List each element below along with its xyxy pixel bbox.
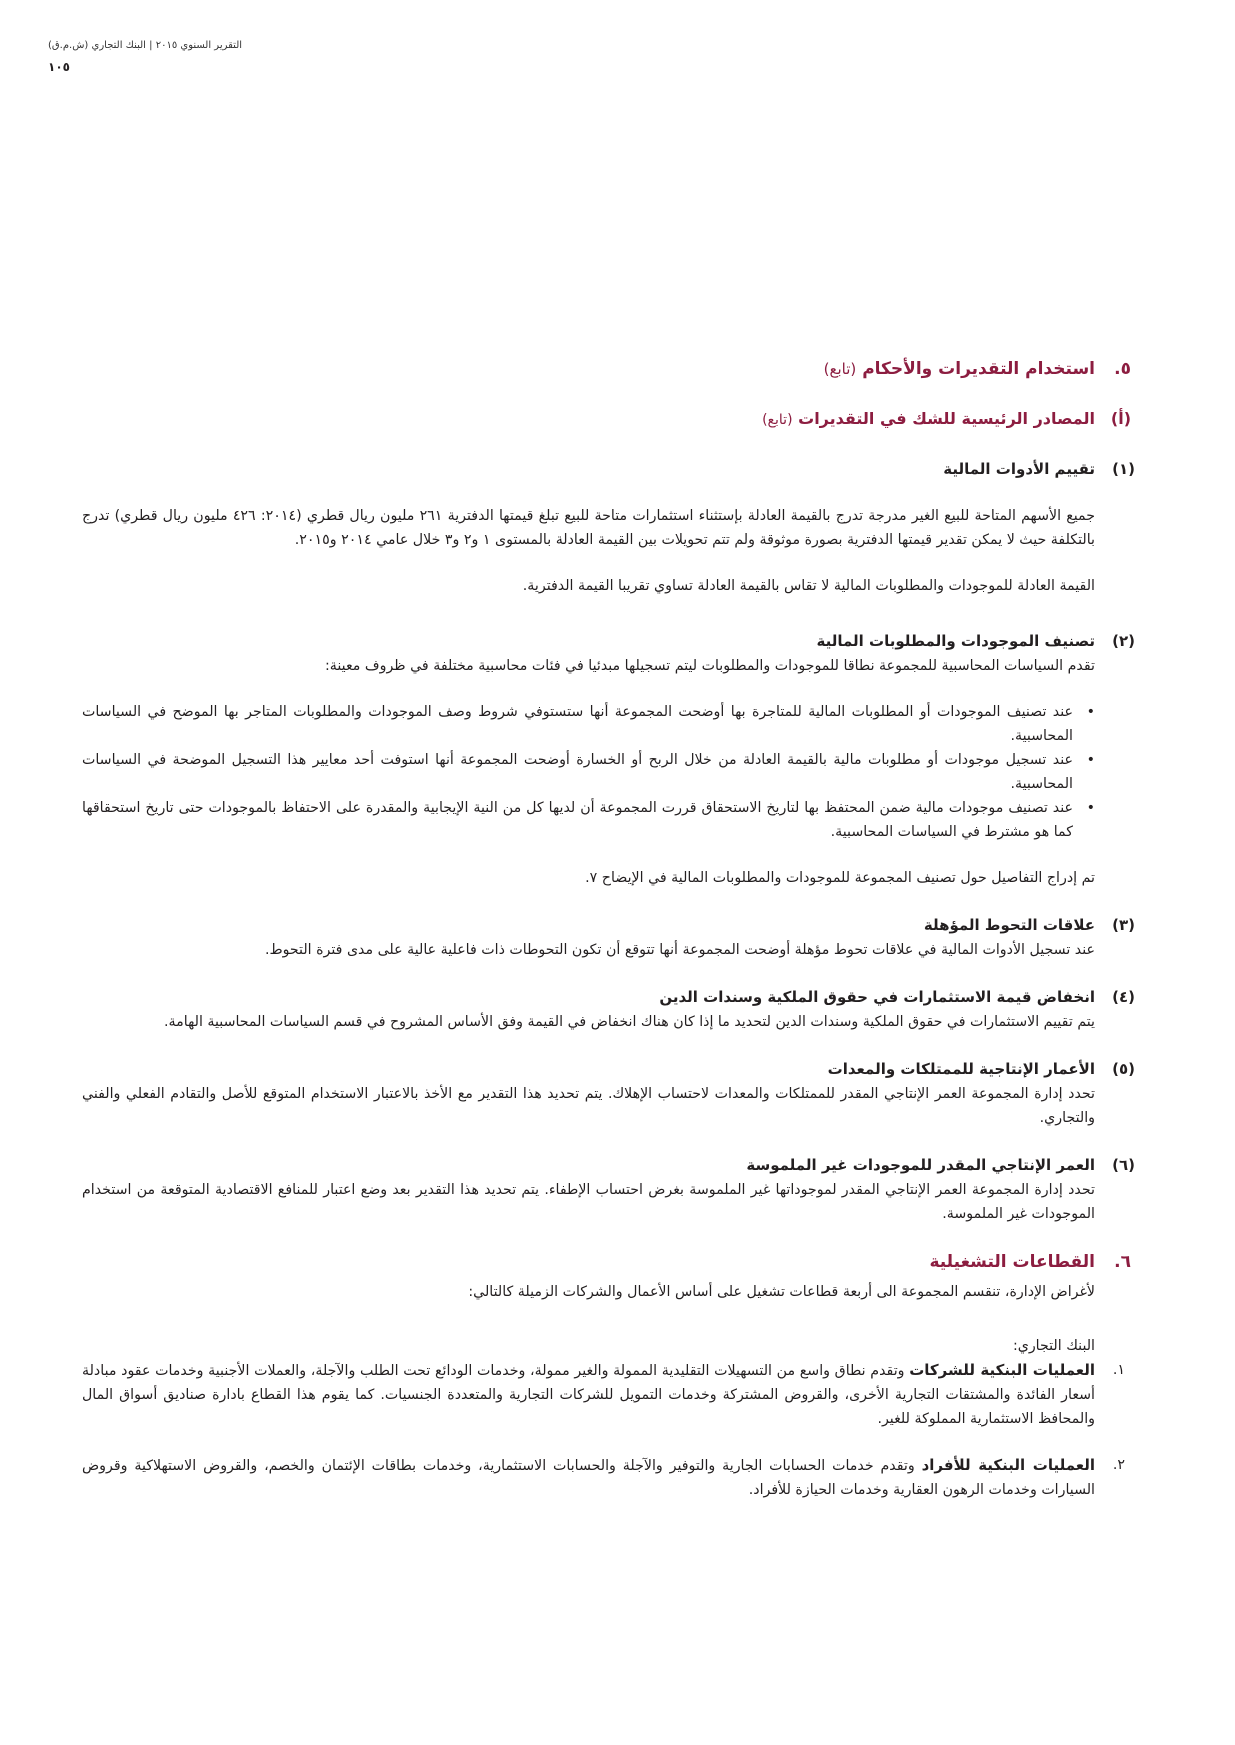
- item-3-heading: [82, 912, 1135, 938]
- item-number: (١): [1112, 460, 1135, 478]
- paragraph: يتم تقييم الاستثمارات في حقوق الملكية وسندات الدين لتحديد ما إذا كان هناك انخفاض في القيمة وفق الأساس المشروح في قسم السياسات المحاسبية الهامة.: [164, 1014, 1095, 1030]
- paragraph: عند تسجيل الأدوات المالية في علاقات تحوط مؤهلة أوضحت المجموعة أنها تتوقع أن تكون التحوطات ذات فاعلية عالية على مدى فترة التحوط.: [264, 942, 1095, 958]
- item-title: الأعمار الإنتاجية للممتلكات والمعدات: [827, 1060, 1095, 1078]
- item-6-heading: [82, 1152, 1135, 1178]
- item-number: (٢): [1112, 632, 1135, 650]
- section-6-heading: [82, 1248, 1131, 1276]
- subsection-a-heading: [82, 405, 1131, 434]
- segment-description: وتقدم نطاق واسع من التسهيلات التقليدية الممولة والغير ممولة، وخدمات الودائع تحت الطلب والآجلة، والعملات الأجنبية وخدمات عقود مبادلة أسعار الفائدة والمشتقات التجارية الأخرى، والقروض المشتركة وخدمات التمويل للشركات التجارية والمتعددة الجنسيات. كما يقوم هذا القطاع بادارة صناديق أسواق المال والمحافظ الاستثمارية المملوكة للغير.: [82, 1363, 1095, 1427]
- list-item: [82, 1358, 1125, 1431]
- page-header: [48, 33, 348, 74]
- section-number: ٦.: [1114, 1252, 1131, 1272]
- list-number: ١.: [1112, 1362, 1125, 1378]
- subsection-title: المصادر الرئيسية للشك في التقديرات: [798, 409, 1095, 428]
- paragraph: تحدد إدارة المجموعة العمر الإنتاجي المقدر لموجوداتها غير الملموسة بغرض احتساب الإطفاء. يتم تحديد هذا التقدير بعد وضع اعتبار للمنافع الاقتصادية المتوقعة من استخدام الموجودات غير الملموسة.: [82, 1182, 1095, 1222]
- subsection-number: (أ): [1110, 409, 1131, 428]
- item-1-heading: [82, 456, 1135, 482]
- section-number: ٥.: [1114, 359, 1131, 379]
- paragraph: تحدد إدارة المجموعة العمر الإنتاجي المقدر للممتلكات والمعدات لاحتساب الإهلاك. يتم تحديد هذا التقدير مع الأخذ بالاعتبار الاستخدام المتوقع للأصل والتقادم الفعلي والفني والتجاري.: [82, 1086, 1095, 1126]
- document-body: [82, 355, 1135, 1502]
- numbered-list: [82, 1358, 1125, 1502]
- section-5-heading: [82, 355, 1131, 383]
- report-header-line: التقرير السنوي ٢٠١٥ | البنك التجاري (ش.م.ق): [48, 40, 243, 51]
- paragraph: القيمة العادلة للموجودات والمطلوبات المالية لا تقاس بالقيمة العادلة تساوي تقريبا القيمة الدفترية.: [522, 578, 1095, 594]
- list-number: ٢.: [1112, 1457, 1125, 1473]
- item-number: (٤): [1112, 988, 1135, 1006]
- item-2-heading: [82, 628, 1135, 654]
- item-number: (٦): [1112, 1156, 1135, 1174]
- item-title: انخفاض قيمة الاستثمارات في حقوق الملكية وسندات الدين: [659, 988, 1095, 1006]
- item-4-heading: [82, 984, 1135, 1010]
- item-number: (٣): [1112, 916, 1135, 934]
- item-number: (٥): [1112, 1060, 1135, 1078]
- item-title: تصنيف الموجودات والمطلوبات المالية: [816, 632, 1095, 650]
- page-number: ١٠٥: [48, 60, 70, 74]
- segment-name: العمليات البنكية للشركات: [909, 1361, 1095, 1379]
- item-5-heading: [82, 1056, 1135, 1082]
- item-title: علاقات التحوط المؤهلة: [923, 916, 1095, 934]
- item-title: تقييم الأدوات المالية: [943, 460, 1095, 478]
- segment-name: العمليات البنكية للأفراد: [921, 1456, 1095, 1474]
- paragraph: تم إدراج التفاصيل حول تصنيف المجموعة للموجودات والمطلوبات المالية في الإيضاح ٧.: [585, 870, 1095, 886]
- list-item: • عند تصنيف موجودات مالية ضمن المحتفظ بها لتاريخ الاستحقاق قررت المجموعة أن لديها كل من النية الإيجابية والمقدرة على الاحتفاظ بالموجودات حتى تاريخ استحقاقها كما هو مشترط في السياسات المحاسبية.: [82, 796, 1073, 844]
- list-item: [82, 1453, 1125, 1502]
- list-item: • عند تسجيل موجودات أو مطلوبات مالية بالقيمة العادلة من خلال الربح أو الخسارة أوضحت المجموعة أنها استوفت أحد معايير هذا التسجيل الموضحة في السياسات المحاسبية.: [82, 748, 1073, 796]
- paragraph: تقدم السياسات المحاسبية للمجموعة نطاقا للموجودات والمطلوبات ليتم تسجيلها مبدئيا في فئات محاسبية مختلفة في ظروف معينة:: [325, 658, 1095, 674]
- paragraph: لأغراض الإدارة، تنقسم المجموعة الى أربعة قطاعات تشغيل على أساس الأعمال والشركات الزميلة كالتالي:: [468, 1284, 1095, 1300]
- continued-tag: (تابع): [823, 360, 857, 378]
- list-item: • عند تصنيف الموجودات أو المطلوبات المالية للمتاجرة بها أوضحت المجموعة أنها ستستوفي شروط وصف الموجودات والمطلوبات المتاجر بها الموضح في السياسات المحاسبية.: [82, 700, 1073, 748]
- item-title: العمر الإنتاجي المقدر للموجودات غير الملموسة: [746, 1156, 1095, 1174]
- section-title: القطاعات التشغيلية: [929, 1252, 1095, 1272]
- section-title: استخدام التقديرات والأحكام: [862, 359, 1095, 379]
- continued-tag: (تابع): [762, 412, 793, 428]
- bullet-list: [82, 700, 1095, 844]
- segment-description: وتقدم خدمات الحسابات الجارية والتوفير والآجلة والحسابات الاستثمارية، وخدمات بطاقات الإئتمان والخصم، والقروض الاستهلاكية وقروض السيارات وخدمات الرهون العقارية وخدمات الحيازة للأفراد.: [82, 1458, 1095, 1498]
- segment-label: البنك التجاري:: [1012, 1338, 1095, 1354]
- paragraph: جميع الأسهم المتاحة للبيع الغير مدرجة تدرج بالقيمة العادلة بإستثناء استثمارات متاحة للبيع تبلغ قيمتها الدفترية ٢٦١ مليون ريال قطري (٢٠١٤: ٤٢٦ مليون ريال قطري) تدرج بالتكلفة حيث لا يمكن تقدير قيمتها الدفترية بصورة موثوقة ولم تتم تحويلات بين القيمة العادلة بالمستوى ١ و٢ و٣ خلال عامي ٢٠١٤ و٢٠١٥.: [82, 508, 1096, 548]
